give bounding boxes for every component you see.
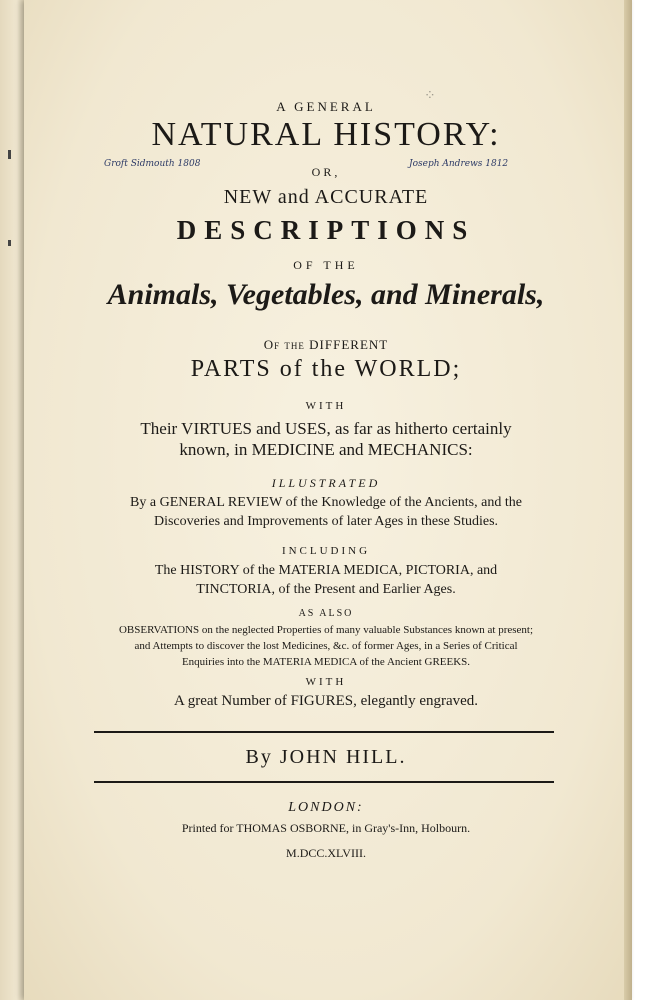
line-history-2: TINCTORIA, of the Present and Earlier Ages.: [196, 582, 456, 597]
line-obs-1: OBSERVATIONS on the neglected Properties of many valuable Substances known at present;: [118, 624, 534, 636]
leaf-mark: [8, 240, 11, 246]
page-edge: [624, 0, 632, 1000]
inscription-right: Joseph Andrews 1812: [409, 159, 509, 169]
line-or: OR,: [311, 165, 341, 179]
line-new-accurate: NEW and ACCURATE: [223, 186, 429, 208]
line-obs-2: and Attempts to discover the lost Medicines, &c. of former Ages, in a Series of Critical: [134, 640, 518, 652]
line-illustrated: ILLUSTRATED: [271, 476, 381, 490]
ink-smudge-icon: ⁘: [424, 88, 436, 104]
line-city: LONDON:: [288, 800, 364, 815]
line-virtues-2: known, in MEDICINE and MECHANICS:: [179, 440, 473, 459]
line-as-also: AS ALSO: [298, 608, 354, 619]
leaf-mark: [8, 150, 11, 159]
line-author: By JOHN HILL.: [245, 746, 407, 768]
line-review-2: Discoveries and Improvements of later Ages in these Studies.: [153, 514, 499, 529]
title-page: [24, 0, 628, 1000]
line-figures: A great Number of FIGURES, elegantly engraved.: [173, 693, 479, 709]
line-including: INCLUDING: [281, 545, 371, 557]
main-title: NATURAL HISTORY:: [151, 116, 501, 153]
line-with-1: WITH: [305, 400, 347, 412]
top-rule: [94, 731, 554, 733]
line-history-1: The HISTORY of the MATERIA MEDICA, PICTORIA, and: [154, 563, 498, 578]
line-subjects: Animals, Vegetables, and Minerals,: [107, 278, 545, 311]
line-review-1: By a GENERAL REVIEW of the Knowledge of the Ancients, and the: [130, 495, 522, 510]
inscription-left: Groft Sidmouth 1808: [104, 159, 201, 169]
line-obs-3: Enquiries into the MATERIA MEDICA of the Ancient GREEKS.: [181, 656, 471, 668]
line-parts: PARTS of the WORLD;: [190, 356, 462, 382]
line-virtues-1: Their VIRTUES and USES, as far as hitherto certainly: [140, 419, 512, 438]
line-printer: Printed for THOMAS OSBORNE, in Gray's-Inn, Holbourn.: [181, 821, 471, 835]
bottom-rule: [94, 781, 554, 783]
line-with-2: WITH: [305, 676, 347, 688]
line-of-the: OF THE: [293, 258, 359, 272]
line-general: A GENERAL: [276, 99, 376, 114]
line-year: M.DCC.XLVIII.: [286, 846, 366, 860]
line-of-different: Of the DIFFERENT: [263, 337, 389, 352]
line-descriptions: DESCRIPTIONS: [176, 215, 476, 245]
